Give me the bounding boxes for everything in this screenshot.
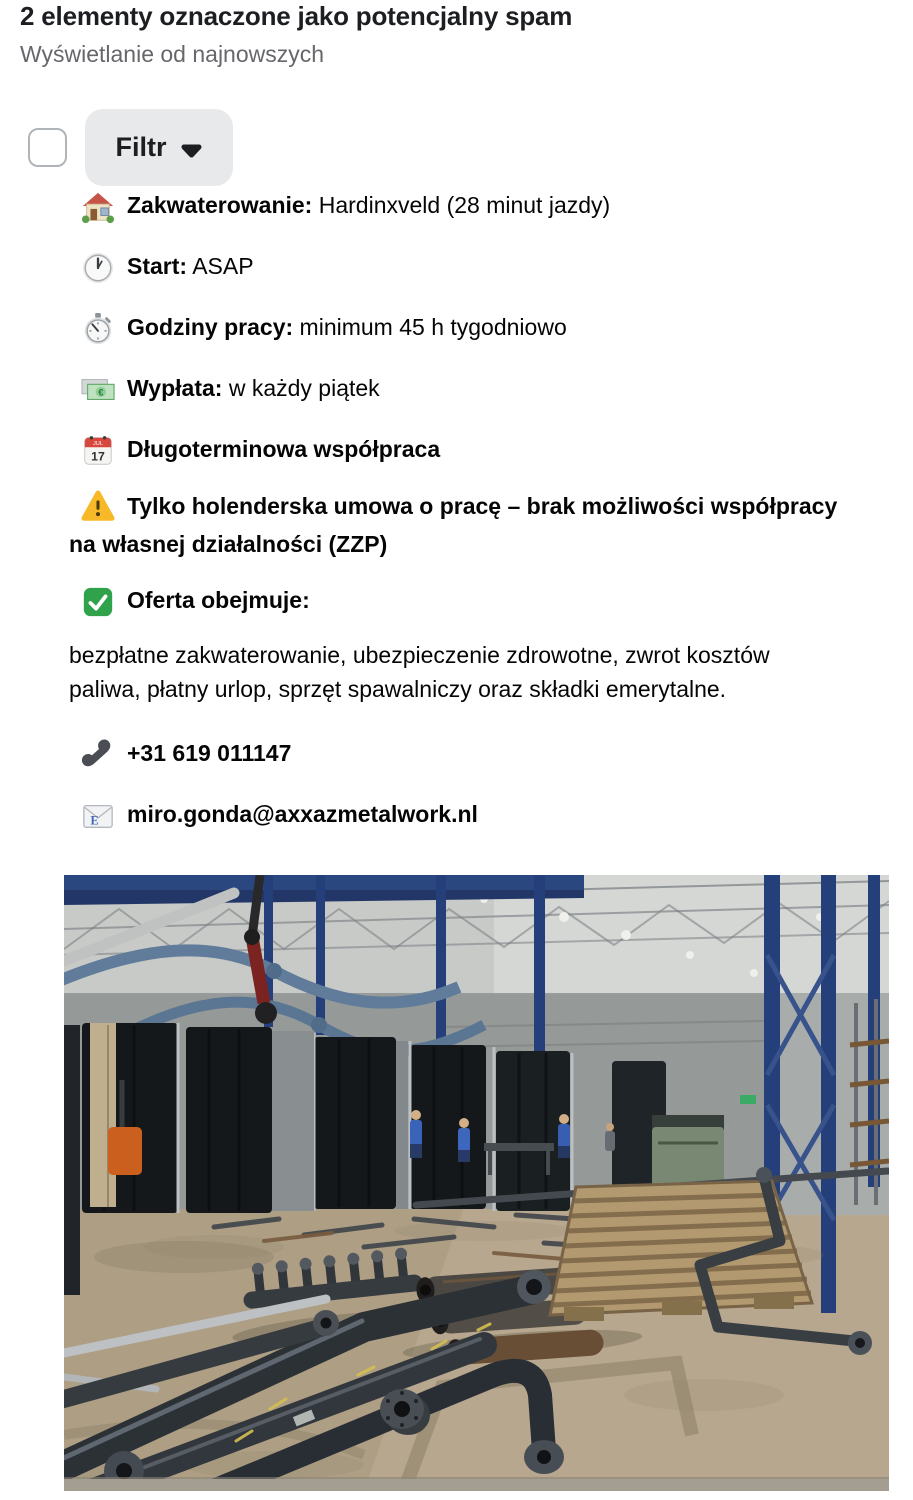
line-label: Zakwaterowanie: (127, 192, 313, 218)
svg-text:€: € (98, 387, 104, 399)
post-photo-workshop[interactable] (64, 875, 889, 1491)
post-line-accommodation (69, 192, 889, 227)
header (0, 0, 913, 192)
svg-text:JUL: JUL (92, 440, 104, 447)
stopwatch-icon (69, 307, 127, 351)
clock-icon (69, 246, 127, 290)
post-line-email (69, 792, 889, 836)
euro-banknote-icon (69, 368, 127, 412)
post-line-phone (69, 731, 889, 775)
chevron-down-icon (180, 134, 203, 165)
warning-icon (69, 489, 127, 526)
spam-post-preview (0, 192, 913, 836)
line-text: minimum 45 h tygodniowo (299, 314, 567, 340)
post-line-warning (69, 488, 864, 563)
warning-text: Tylko holenderska umowa o pracę – brak możliwości współpracy na własnej działalności (ZZP) (69, 493, 838, 558)
phone-number: +31 619 011147 (127, 740, 292, 767)
line-label: Godziny pracy: (127, 314, 294, 340)
phone-icon (69, 733, 127, 777)
page-title: 2 elementy oznaczone jako potencjalny spam (20, 1, 573, 31)
benefits-paragraph: bezpłatne zakwaterowanie, ubezpieczenie zdrowotne, zwrot kosztów paliwa, płatny urlop, sprzęt spawalniczy oraz składki emerytalne. (69, 642, 770, 702)
calendar-icon (69, 429, 127, 473)
line-text: ASAP (192, 253, 254, 279)
line-label: Wypłata: (127, 375, 223, 401)
email-address: miro.gonda@axxazmetalwork.nl (127, 801, 478, 828)
post-line-pay (69, 366, 889, 410)
post-line-longterm (69, 427, 889, 471)
check-icon (69, 580, 127, 624)
svg-text:E: E (90, 813, 99, 828)
post-line-hours (69, 305, 889, 349)
line-text: Hardinxveld (28 minut jazdy) (318, 192, 611, 218)
sort-order-label: Wyświetlanie od najnowszych (20, 41, 325, 67)
line-text: w każdy piątek (228, 375, 380, 401)
svg-text:17: 17 (91, 449, 105, 464)
line-label: Długoterminowa współpraca (127, 436, 441, 462)
line-label: Start: (127, 253, 188, 279)
offer-label: Oferta obejmuje: (127, 587, 310, 614)
select-all-checkbox[interactable] (28, 128, 67, 167)
post-line-offer (69, 578, 889, 622)
house-icon (69, 192, 127, 229)
post-line-start (69, 244, 889, 288)
filter-button[interactable] (85, 109, 233, 186)
filter-button-label: Filtr (115, 132, 167, 162)
email-icon (69, 794, 127, 838)
